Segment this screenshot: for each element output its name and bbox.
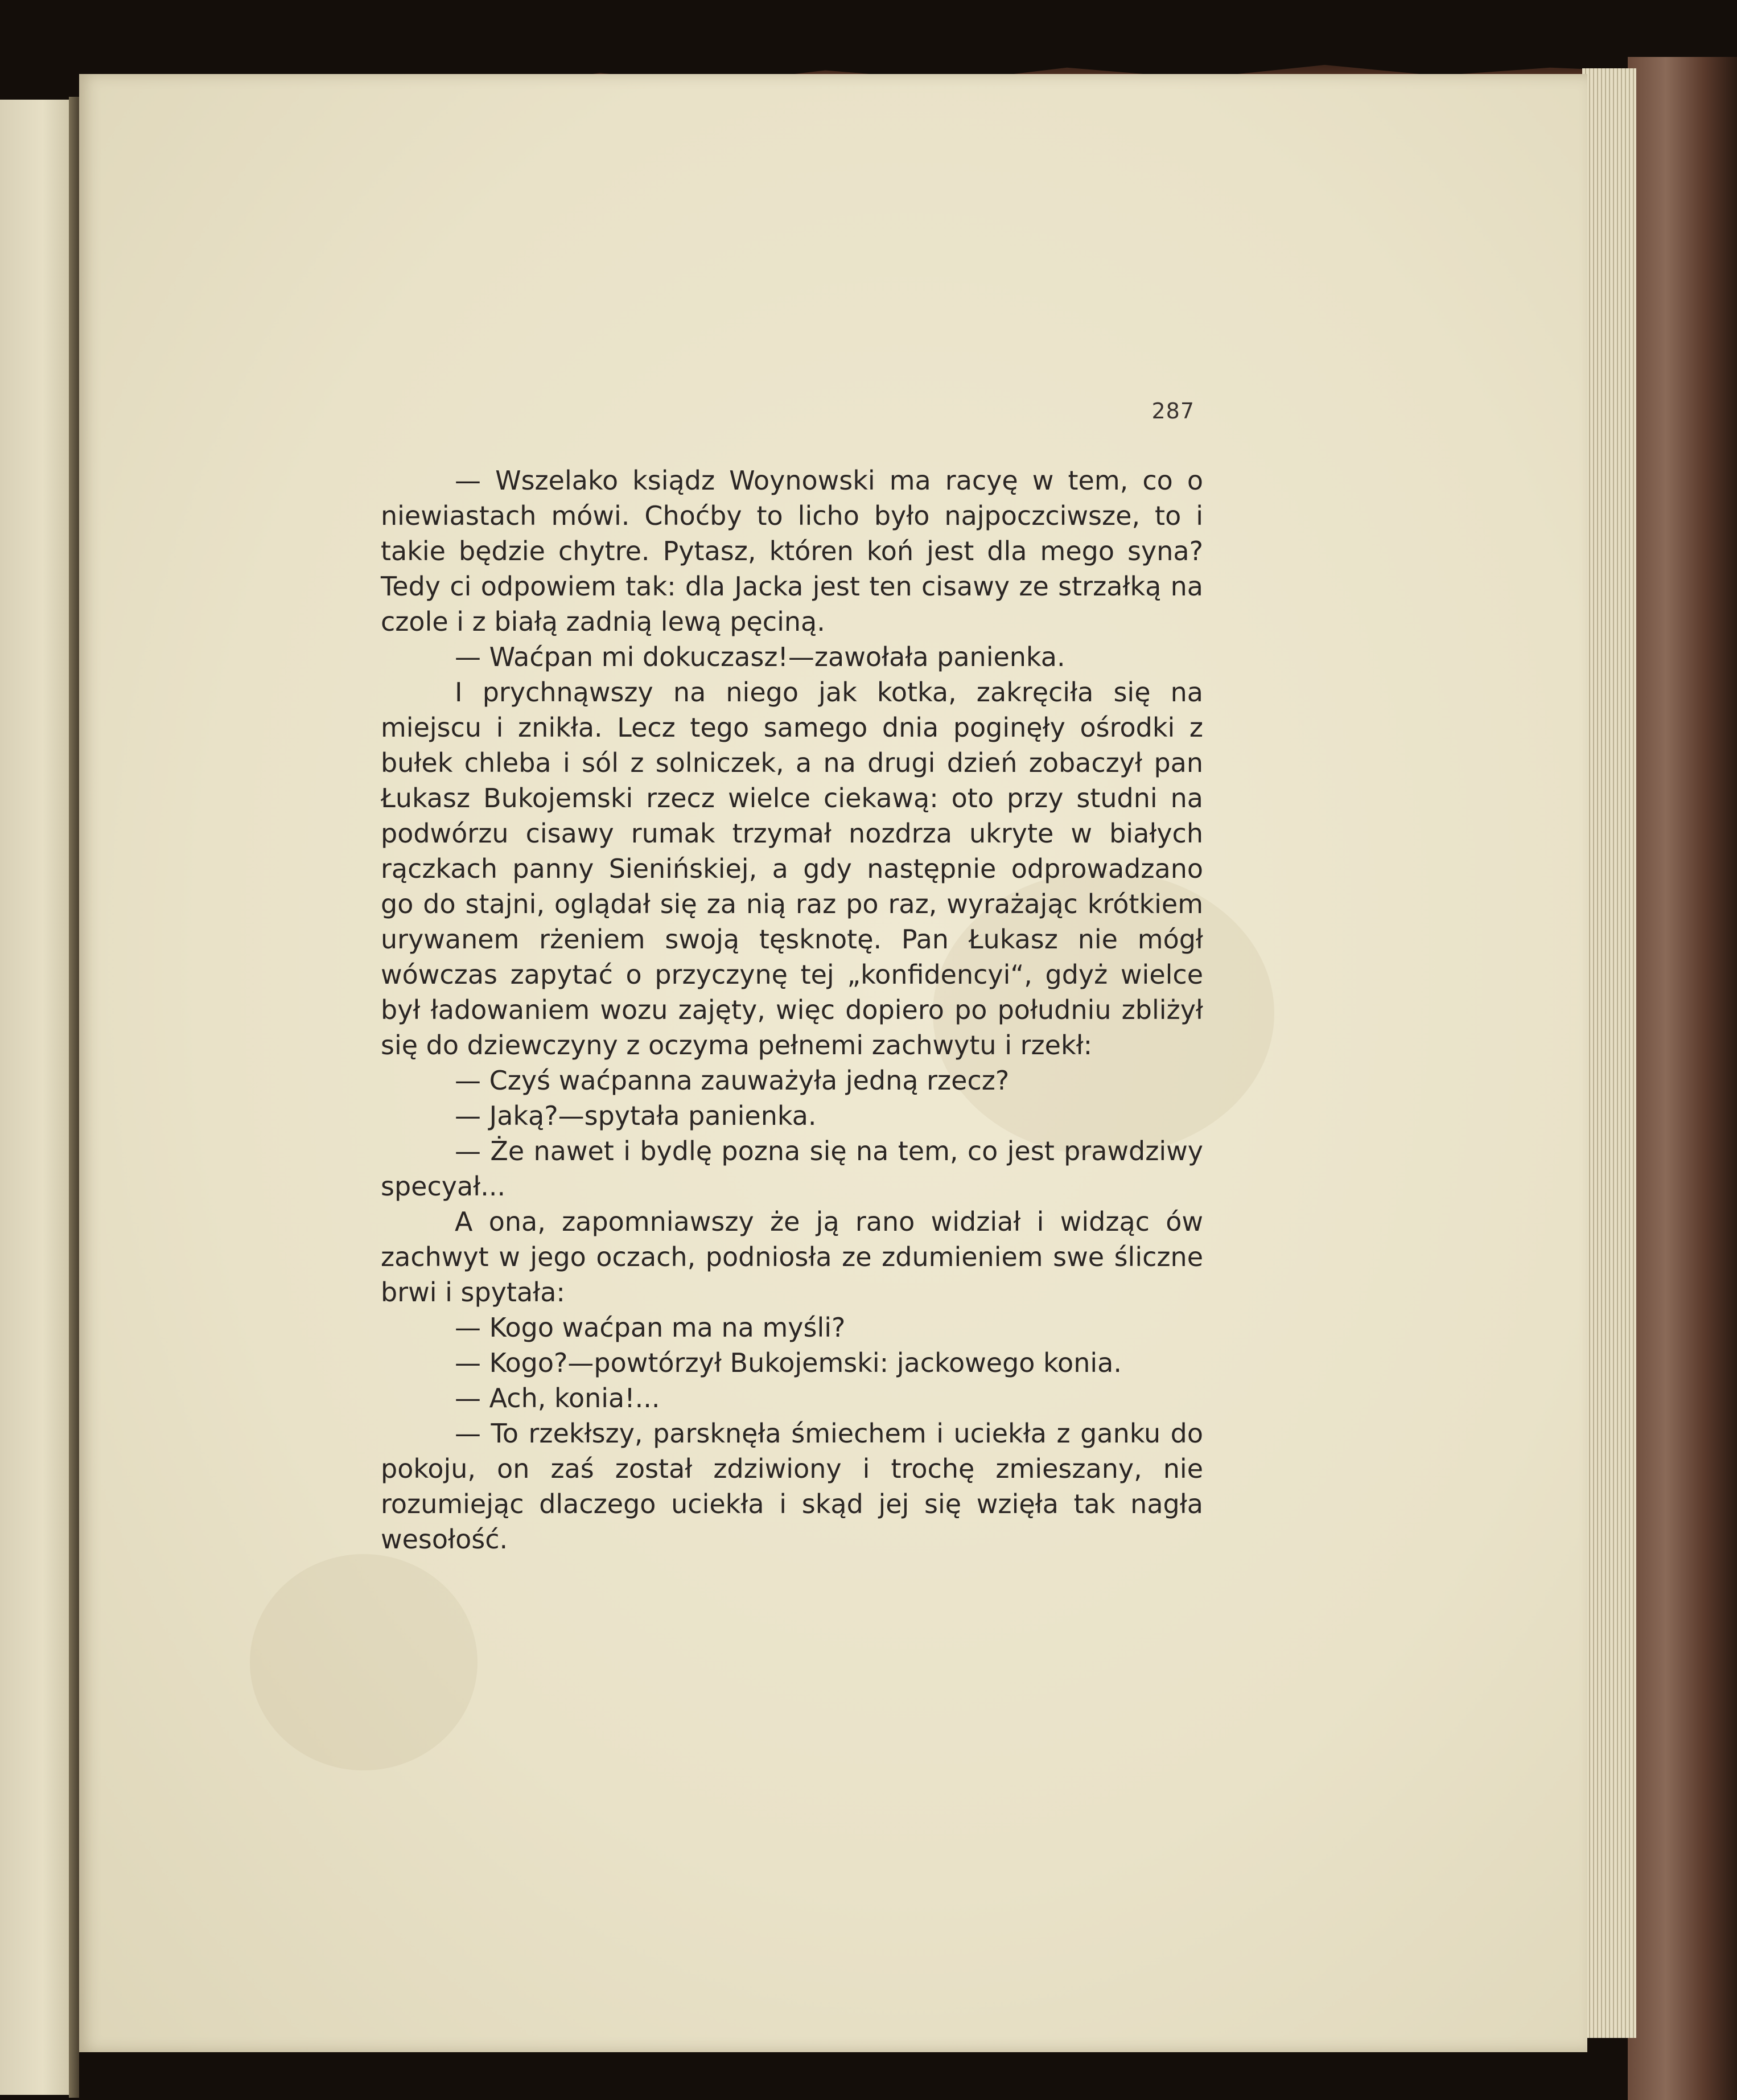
- book-page: [79, 74, 1587, 2052]
- page-number: 287: [1151, 398, 1195, 424]
- paragraph: — Kogo waćpan ma na myśli?: [455, 1312, 846, 1343]
- paragraph: — Że nawet i bydlę pozna się na tem, co jest prawdziwy specyał...: [381, 1136, 1203, 1202]
- book-gutter: [69, 97, 79, 2098]
- paragraph: — Waćpan mi dokuczasz!—zawołała panienka.: [455, 642, 1065, 672]
- paragraph: I prychnąwszy na niego jak kotka, zakręciła się na miejscu i znikła. Lecz tego samego dnia poginęły ośrodki z bułek chleba i sól z solniczek, a na drugi dzień zobaczył pan Łukasz Bukojemski rzecz wielce ciekawą: oto przy studni na podwórzu cisawy rumak trzymał nozdrza ukryte w białych rączkach panny Sienińskiej, a gdy następnie odprowadzano go do stajni, oglądał się za nią raz po raz, wyrażając krótkiem urywanem rżeniem swoją tęsknotę. Pan Łukasz nie mógł wówczas zapytać o przyczynę tej „konfidencyi“, gdyż wielce był ładowaniem wozu zajęty, więc dopiero po południu zbliżył się do dziewczyny z oczyma pełnemi zachwytu i rzekł:: [381, 677, 1203, 1061]
- paragraph: — To rzekłszy, parsknęła śmiechem i uciekła z ganku do pokoju, on zaś został zdziwiony i trochę zmieszany, nie rozumiejąc dlaczego uciekła i skąd jej się wzięła tak nagła wesołość.: [381, 1418, 1203, 1555]
- paragraph: — Jaką?—spytała panienka.: [455, 1100, 817, 1131]
- book-cover-right-edge: [1628, 57, 1737, 2100]
- paragraph: — Wszelako ksiądz Woynowski ma racyę w tem, co o niewiastach mówi. Choćby to licho było najpoczciwsze, to i takie będzie chytre. Pytasz, któren koń jest dla mego syna? Tedy ci odpowiem tak: dla Jacka jest ten cisawy ze strzałką na czole i z białą zadnią lewą pęciną.: [381, 465, 1203, 637]
- paragraph: A ona, zapomniawszy że ją rano widział i widząc ów zachwyt w jego oczach, podniosła ze zdumieniem swe śliczne brwi i spytała:: [381, 1206, 1203, 1308]
- left-page-edge: [0, 100, 73, 2095]
- page-stack-edge: [1582, 68, 1636, 2038]
- paragraph: — Ach, konia!...: [455, 1383, 660, 1413]
- paragraph: — Czyś waćpanna zauważyła jedną rzecz?: [455, 1065, 1010, 1096]
- page-text: [381, 463, 1203, 1557]
- paper-stain: [250, 1554, 478, 1770]
- paragraph: — Kogo?—powtórzył Bukojemski: jackowego konia.: [455, 1347, 1122, 1378]
